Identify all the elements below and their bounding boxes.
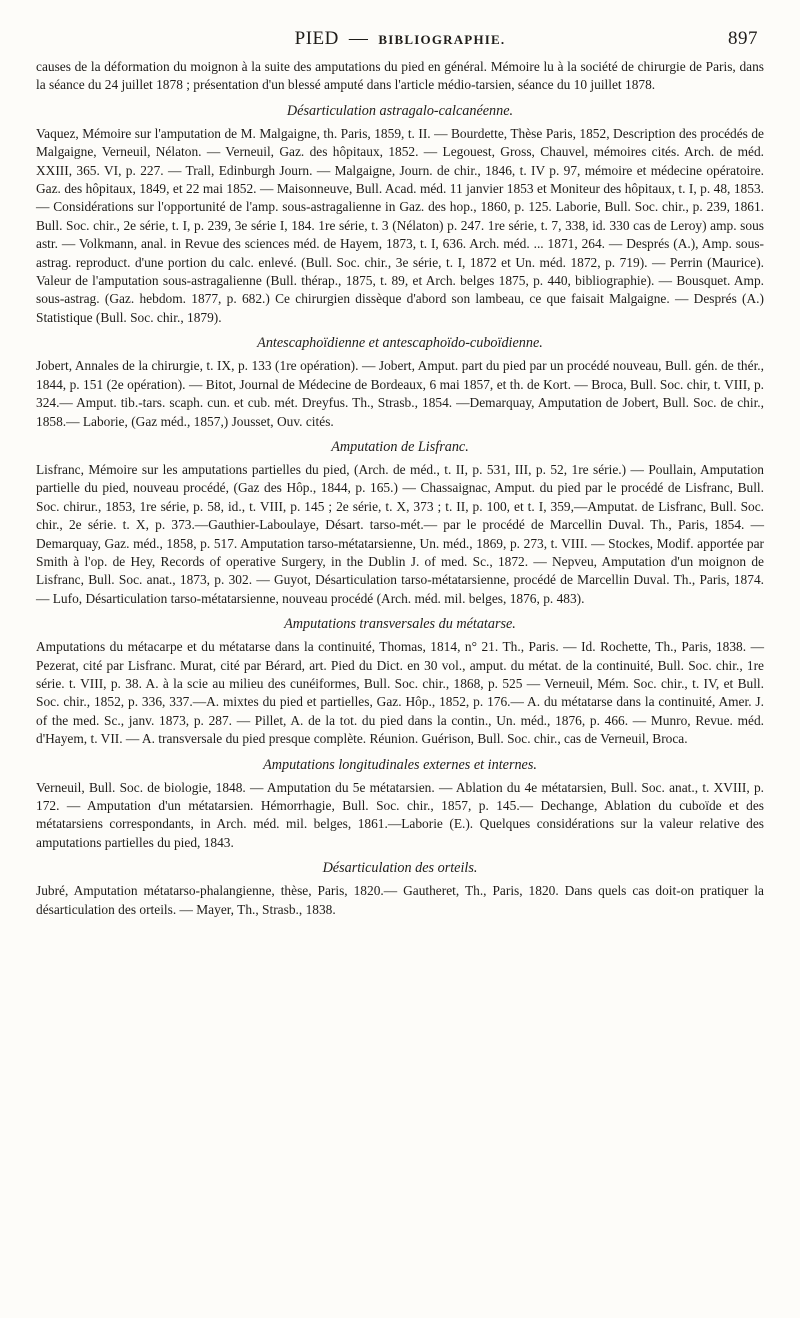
section-heading-lisfranc: Amputation de Lisfranc. — [331, 438, 469, 455]
running-head — [36, 28, 764, 58]
running-title-main: PIED — [294, 28, 339, 49]
page-number: 897 — [728, 28, 758, 49]
section-heading-orteils: Désarticulation des orteils. — [322, 860, 478, 877]
section-heading-longitudinales: Amputations longitudinales externes et internes. — [263, 756, 537, 773]
section-heading-astragalo-calcaneenne: Désarticulation astragalo-calcanéenne. — [286, 102, 514, 119]
section-text-transversales: Amputations du métacarpe et du métatarse dans la continuité, Thomas, 1814, n° 21. Th., Paris. — Id. Rochette, Th., Paris, 1838. — Pezerat, cité par Lisfranc. Murat, cité par Bérard, art. Pied du Dict. en 30 vol., amput. du métat. de la continuité, Bull. Soc. chir., 1re série. t. VIII, p. 38. A. à la scie au milieu des cunéiformes, Bull. Soc. chir., 1868, p. 525 — Verneuil, Mém. Soc. chir., t. IV, et Bull. Soc. chir., 1852, p. 336, 337.—A. mixtes du pied et partielles, Gaz. Hôp., 1852, p. 176.— A. du métatarse dans la continuité, Amer. J. of the med. Sc., janv. 1873, p. 287. — Pillet, A. de la tot. du pied dans la contin., Un. méd., 1876, p. 466. — Munro, Revue. méd. d'Hayem, t. VII. — A. transversale du pied presque complète. Réunion. Guérison, Bull. Soc. chir., cas de Verneuil, Broca. — [36, 639, 764, 747]
section-text-lisfranc: Lisfranc, Mémoire sur les amputations partielles du pied, (Arch. de méd., t. II, p. 531, III, p. 52, 1re série.) — Poullain, Amputation partielle du pied, nouveau procédé, (Gaz des Hôp., 1844, p. 165.) — Chassaignac, Amput. du pied par le procédé de Lisfranc, Bull. Soc. chirur., 1853, 1re série, p. 58, id., t. VIII, p. 145 ; 2e série, t. X, 373 ; t. II, p. 100, et t. I, 359,—Amputat. de Lisfranc, Bull. Soc. chir., 2e série. t. X, p. 373.—Gauthier-Laboulaye, Désart. tarso-mét.— par le procédé de Marcellin Duval. Th., Paris, 1854. — Demarquay, Gaz. méd., 1858, p. 517. Amputation tarso-métatarsienne, Un. méd., 1869, p. 273, t. VIII. — Stockes, Modif. apportée par Smith à l'op. de Hey, Records of operative Surgery, in the Dublin J. of med. Sc., 1872. — Nepveu, Amputation d'un moignon de Lisfranc, Bull. Soc. anat., 1873, p. 302. — Guyot, Désarticulation tarso-métatarsienne, procédé de Marcellin Duval. Th., Paris, 1874. — Lufo, Désarticulation tarso-métatarsienne, nouveau procédé (Arch. méd. mil. belges, 1876, p. 483). — [36, 461, 764, 606]
section-heading-transversales: Amputations transversales du métatarse. — [284, 616, 516, 633]
section-text-longitudinales: Verneuil, Bull. Soc. de biologie, 1848. — Amputation du 5e métatarsien. — Ablation du 4e métatarsien, Bull. Soc. anat., t. XVIII, p. 172. — Amputation d'un métatarsien. Hémorrhagie, Bull. Soc. chir., 1857, p. 145.— Dechange, Ablation du cuboïde et des métatarsiens correspondants, in Arch. méd. mil. belges, 1861.—Laborie (E.). Quelques considérations sur la valeur relative des amputations partielles du pied, 1843. — [36, 779, 764, 850]
section-text-orteils: Jubré, Amputation métatarso-phalangienne, thèse, Paris, 1820.— Gautheret, Th., Paris, 1820. Dans quels cas doit-on pratiquer la désarticulation des orteils. — Mayer, Th., Strasb., 1838. — [36, 883, 764, 917]
intro-paragraph: causes de la déformation du moignon à la suite des amputations du pied en général. Mémoire lu à la société de chirurgie de Paris, dans la séance du 24 juillet 1878 ; présentation d'un blessé amputé dans l'article médio-tarsien, séance du 10 juillet 1878. — [36, 59, 764, 93]
running-title — [36, 28, 764, 50]
running-title-sub: BIBLIOGRAPHIE. — [378, 32, 506, 47]
section-text-antescaphoidienne: Jobert, Annales de la chirurgie, t. IX, p. 133 (1re opération). — Jobert, Amput. part du pied par un procédé nouveau, Bull. gén. de thér., 1844, p. 151 (2e opération). — Bitot, Journal de Médecine de Bordeaux, 6 mai 1857, et th. de Kort. — Broca, Bull. Soc. chir, t. VIII, p. 324.— Amput. tib.-tars. scaph. cun. et cub. mét. Dreyfus. Th., Strasb., 1854. —Demarquay, Amputation de Jobert, Bull. Soc. de chir., 1858.— Laborie, (Gaz méd., 1857,) Jousset, Ouv. cités. — [36, 358, 764, 429]
running-title-dash: — — [348, 28, 369, 49]
bibliography-body — [36, 58, 764, 919]
section-heading-antescaphoidienne: Antescaphoïdienne et antescaphoïdo-cuboïdienne. — [257, 335, 543, 352]
section-text-astragalo-calcaneenne: Vaquez, Mémoire sur l'amputation de M. Malgaigne, th. Paris, 1859, t. II. — Bourdette, Thèse Paris, 1852, Description des procédés de Malgaigne, Verneuil, Nélaton. — Verneuil, Gaz. des hôpitaux, 1852. — Legouest, Gross, Chauvel, mémoires cités. Arch. de méd. XXIII, 365. VI, p. 227. — Trall, Edinburgh Journ. — Malgaigne, Journ. de chir., 1846, t. IV p. 97, mémoire et médecine opératoire. Gaz. des hôpitaux, 1849, et 22 mai 1852. — Maisonneuve, Bull. Acad. méd. 11 janvier 1853 et Moniteur des hôpitaux, t. I, p. 48, 1853.— Considérations sur l'opportunité de l'amp. sous-astragalienne in Gaz. des hop., 1860, p. 125. Laborie, Bull. Soc. chir., p. 239, 1861. Bull. Soc. chir., 2e série, t. I, p. 239, 3e série I, 184. 1re série, t. 3 (Nélaton) p. 247. 1re série, t. 7, 338, id. 330 cas de Leroy) amp. sous astr. — Volkmann, anal. in Revue des sciences méd. de Hayem, 1873, t. I, 636. Arch. méd. ... 1871, 264. — Després (A.), Amp. sous-astrag. reproduct. d'une portion du calc. enlevé. (Bull. Soc. chir., 3e série, t. I, 1872 et Un. méd. 1872, p. 719). — Perrin (Maurice). Valeur de l'amputation sous-astragalienne (Bull. thérap., 1875, t. 89, et Arch. belges 1875, p. 440, bibliographie). — Bousquet. Amp. sous-astrag. (Gaz. hebdom. 1877, p. 682.) Ce chirurgien dissèque d'abord son lambeau, ce que faisait Malgaigne. — Després (A.) Statistique (Bull. Soc. chir., 1879). — [36, 125, 764, 325]
